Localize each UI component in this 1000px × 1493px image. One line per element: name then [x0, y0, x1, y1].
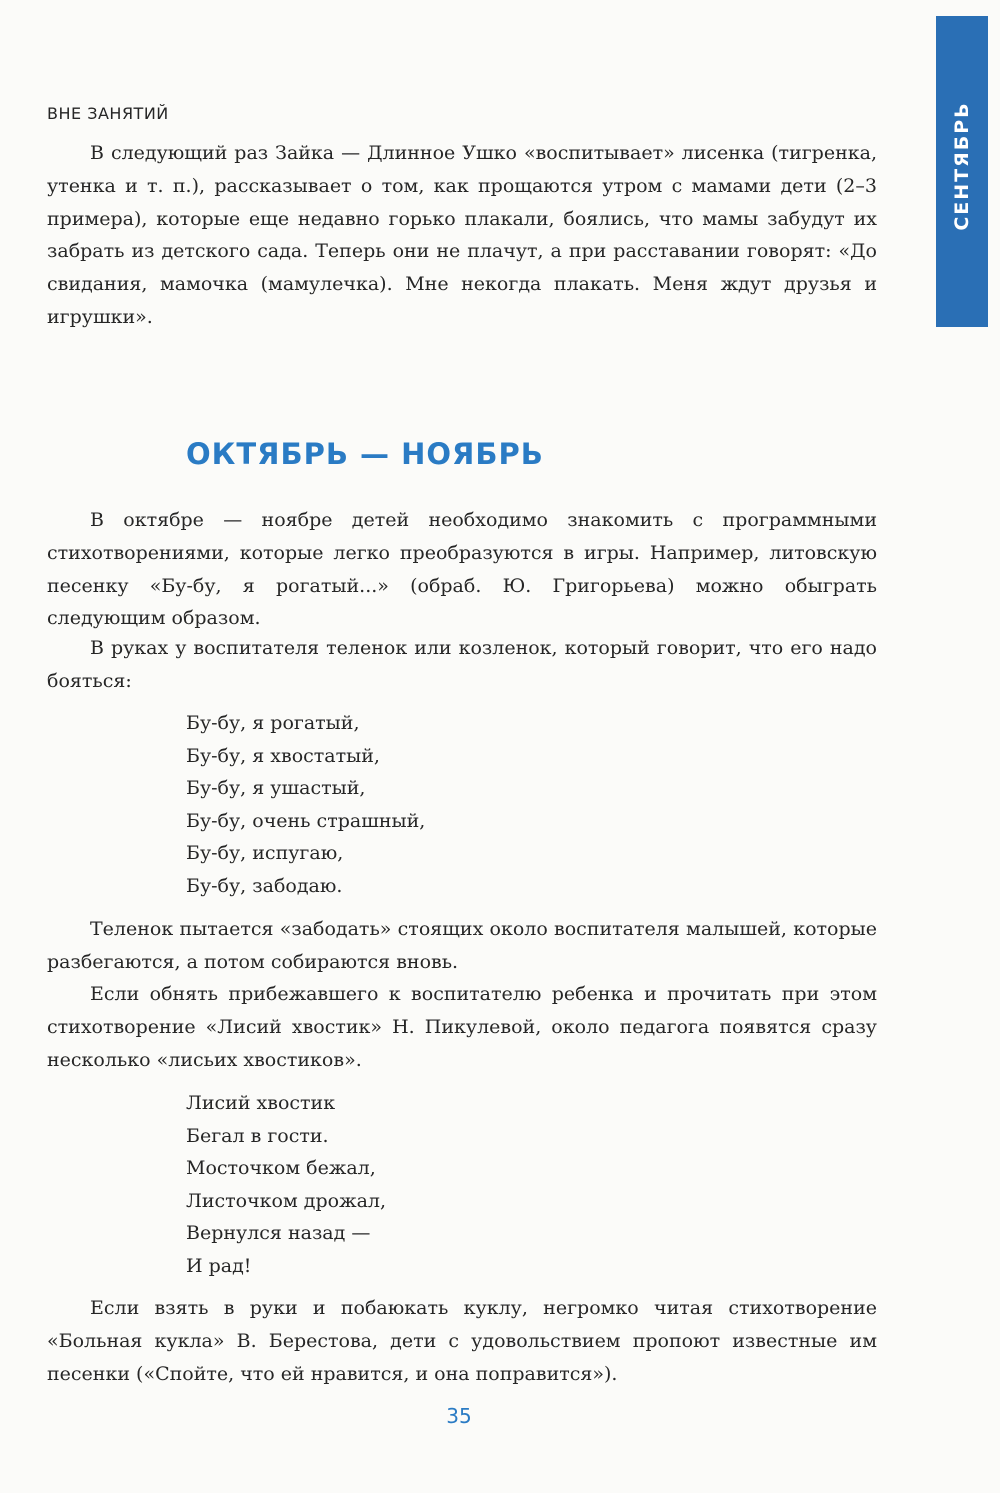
paragraph-2: В руках у воспитателя теленок или козленок, который говорит, что его надо бояться: [47, 637, 877, 692]
poem-line: Мосточком бежал, [186, 1157, 376, 1180]
poem-line: Лисий хвостик [186, 1092, 336, 1114]
poem-line: Бегал в гости. [186, 1124, 329, 1147]
poem-line: Бу-бу, очень страшный, [186, 809, 426, 832]
poem-line: Бу-бу, забодаю. [186, 874, 343, 897]
section-label: ВНЕ ЗАНЯТИЙ [47, 104, 169, 123]
paragraph-5: Если взять в руки и побаюкать куклу, негромко читая стихотворение «Больная кукла» В. Берестова, дети с удовольствием пропоют известные им песенки («Спойте, что ей нравится, и она поправится»). [47, 1297, 877, 1385]
paragraph-1: В октябре — ноябре детей необходимо знакомить с программными стихотворениями, которые легко преобразуются в игры. Например, литовскую песенку «Бу-бу, я рогатый...» (обраб. Ю. Григорьева) можно обыграть следующим образом. [47, 509, 877, 630]
poem-lisiy-khvostik [186, 1087, 386, 1283]
poem-line: Листочком дрожал, [186, 1189, 387, 1212]
poem-line: Вернулся назад — [186, 1222, 371, 1245]
paragraph-4: Если обнять прибежавшего к воспитателю ребенка и прочитать при этом стихотворение «Лисий хвостик» Н. Пикулевой, около педагога появятся сразу несколько «лисьих хвостиков». [47, 983, 877, 1071]
poem-line: Бу-бу, я ушастый, [186, 777, 366, 800]
poem-bu-bu [186, 707, 425, 903]
chapter-side-tab-label: СЕНТЯБРЬ [951, 101, 973, 231]
intro-paragraph: В следующий раз Зайка — Длинное Ушко «воспитывает» лисенка (тигренка, утенка и т. п.), рассказывает о том, как прощаются утром с мамами дети (2–3 примера), которые еще недавно горько плакали, боялись, что мамы забудут их забрать из детского сада. Теперь они не плачут, а при расставании говорят: «До свидания, мамочка (мамулечка). Мне некогда плакать. Меня ждут друзья и игрушки». [47, 142, 877, 328]
section-heading: ОКТЯБРЬ — НОЯБРЬ [186, 437, 544, 471]
paragraph-3: Теленок пытается «забодать» стоящих около воспитателя малышей, которые разбегаются, а потом собираются вновь. [47, 918, 877, 973]
poem-line: Бу-бу, я хвостатый, [186, 744, 380, 767]
poem-line: Бу-бу, я рогатый, [186, 712, 360, 734]
poem-line: И рад! [186, 1254, 252, 1277]
chapter-side-tab [936, 16, 988, 327]
poem-line: Бу-бу, испугаю, [186, 842, 344, 865]
page-number: 35 [446, 1404, 472, 1428]
